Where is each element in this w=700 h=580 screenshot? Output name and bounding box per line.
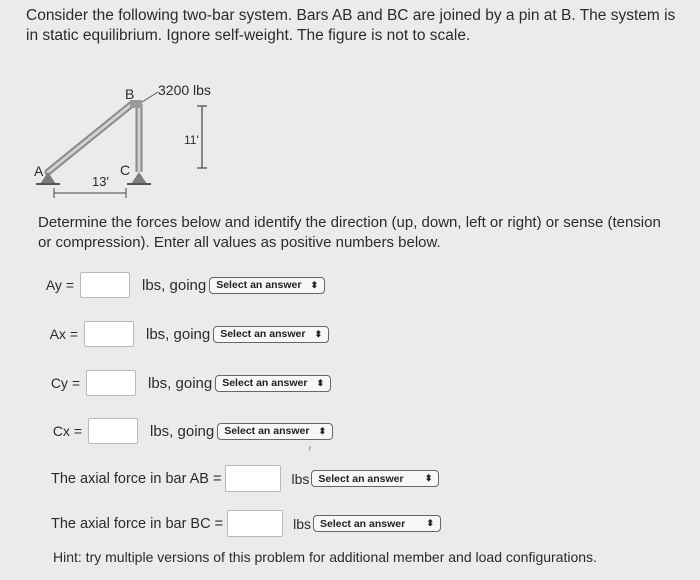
select-arrows-icon: ⬍	[424, 473, 433, 483]
axial-ab-input[interactable]	[225, 465, 281, 492]
problem-statement: Consider the following two-bar system. Bars AB and BC are joined by a pin at B. The system is in static equilibrium. Ignore self-weight. The figure is not to scale.	[26, 7, 676, 44]
row-cx	[40, 418, 333, 444]
axial-bc-select-text: Select an answer	[319, 517, 406, 530]
select-arrows-icon: ⬍	[318, 425, 327, 436]
label-a: A	[34, 163, 44, 179]
row-ay	[32, 272, 325, 298]
axial-ab-select-text: Select an answer	[318, 472, 404, 485]
load-label: 3200 lbs	[158, 82, 211, 98]
cy-direction-select[interactable]	[215, 375, 331, 392]
truss-figure	[26, 70, 246, 200]
ay-input[interactable]	[80, 272, 130, 298]
ax-direction-select[interactable]	[213, 326, 329, 343]
cx-label: Cx =	[52, 423, 82, 439]
axial-bc-label: The axial force in bar BC =	[51, 515, 224, 532]
truss-diagram	[26, 70, 246, 200]
axial-bc-unit: lbs	[293, 515, 311, 532]
label-b: B	[125, 86, 135, 102]
axial-ab-label: The axial force in bar AB =	[51, 470, 222, 487]
axial-bc-sense-select[interactable]	[313, 515, 441, 532]
cx-select-text: Select an answer	[224, 425, 310, 437]
ay-direction-select[interactable]	[209, 277, 325, 294]
row-cy	[38, 370, 331, 396]
ay-unit: lbs, going	[142, 276, 207, 294]
row-axial-bc	[51, 510, 441, 537]
cx-unit: lbs, going	[150, 422, 215, 440]
select-arrows-icon: ⬍	[310, 279, 319, 290]
cy-unit: lbs, going	[148, 374, 213, 392]
axial-ab-unit: lbs	[291, 470, 310, 487]
height-label: 11'	[184, 133, 199, 147]
support-c	[131, 172, 147, 184]
cy-input[interactable]	[86, 370, 136, 396]
load-arrow	[142, 92, 158, 102]
instructions: Determine the forces below and identify the direction (up, down, left or right) or sense (tension or compression). Enter all values as positive numbers below.	[38, 214, 661, 251]
ax-input[interactable]	[84, 321, 134, 347]
select-arrows-icon: ⬍	[426, 518, 434, 528]
cx-input[interactable]	[88, 418, 138, 444]
cy-label: Cy =	[50, 375, 80, 391]
ay-select-text: Select an answer	[216, 279, 302, 291]
select-arrows-icon: ⬍	[314, 328, 323, 339]
ax-label: Ax =	[49, 326, 78, 342]
ax-unit: lbs, going	[146, 325, 211, 343]
ax-select-text: Select an answer	[220, 328, 306, 340]
cx-direction-select[interactable]	[217, 423, 333, 440]
row-axial-ab	[51, 465, 439, 492]
ay-label: Ay =	[45, 277, 74, 293]
select-arrows-icon: ⬍	[316, 377, 325, 388]
axial-bc-input[interactable]	[227, 510, 283, 537]
axial-ab-sense-select[interactable]	[311, 470, 439, 487]
row-ax	[36, 321, 329, 347]
cursor-mark: ʳ	[309, 445, 312, 456]
label-c: C	[120, 162, 131, 178]
hint-text: Hint: try multiple versions of this problem for additional member and load configurations.	[53, 549, 597, 565]
base-label: 13'	[92, 174, 109, 189]
cy-select-text: Select an answer	[222, 377, 308, 389]
